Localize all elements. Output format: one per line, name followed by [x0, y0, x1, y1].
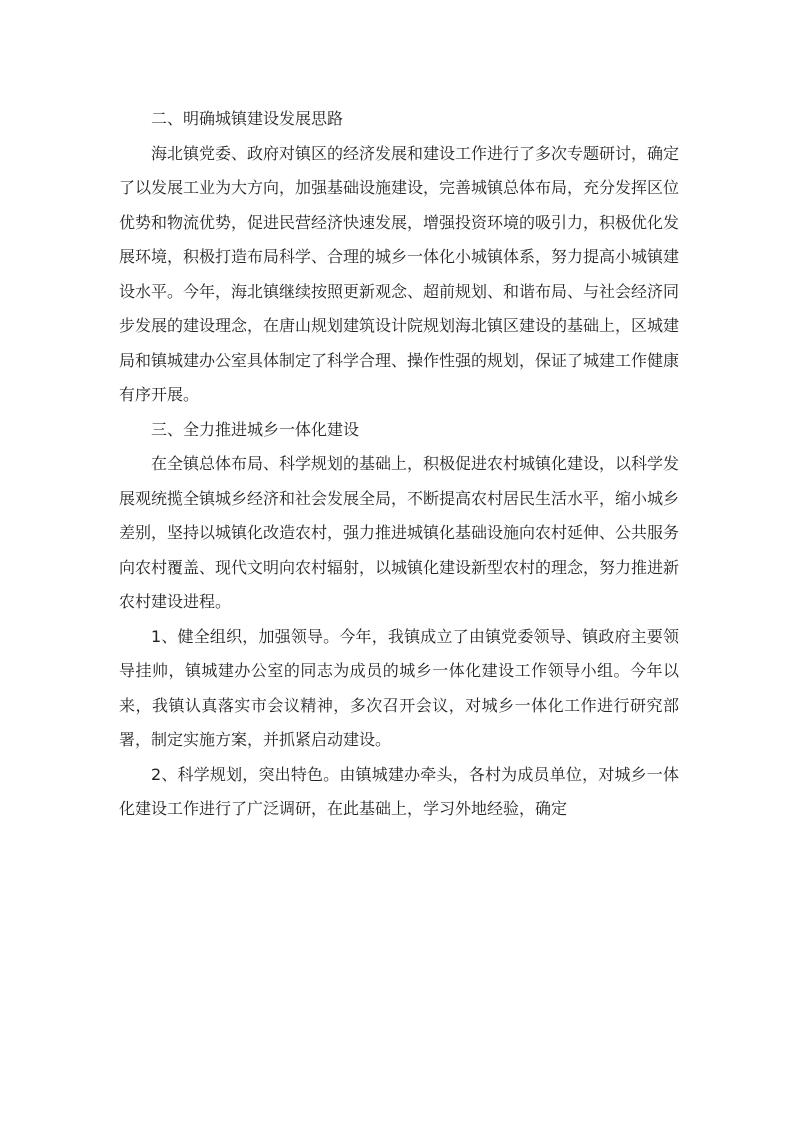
- section-heading-3: 三、全力推进城乡一体化建设: [151, 419, 360, 439]
- section-heading-2: 二、明确城镇建设发展思路: [151, 109, 344, 128]
- document-body: [119, 102, 679, 827]
- paragraph-item-2: 2、科学规划，突出特色。由镇城建办牵头，各村为成员单位，对城乡一体化建设工作进行了广泛调研，在此基础上，学习外地经验，确定: [119, 764, 679, 818]
- paragraph-integration: 在全镇总体布局、科学规划的基础上，积极促进农村城镇化建设，以科学发展观统揽全镇城乡经济和社会发展全局，不断提高农村居民生活水平，缩小城乡差别，坚持以城镇化改造农村，强力推进城镇化基础设施向农村延伸、公共服务向农村覆盖、现代文明向农村辐射，以城镇化建设新型农村的理念，努力推进新农村建设进程。: [119, 454, 680, 611]
- paragraph-item-1: 1、健全组织，加强领导。今年，我镇成立了由镇党委领导、镇政府主要领导挂帅，镇城建办公室的同志为成员的城乡一体化建设工作领导小组。今年以来，我镇认真落实市会议精神，多次召开会议，对城乡一体化工作进行研究部署，制定实施方案，并抓紧启动建设。: [119, 626, 679, 749]
- paragraph-planning: 海北镇党委、政府对镇区的经济发展和建设工作进行了多次专题研讨，确定了以发展工业为大方向，加强基础设施建设，完善城镇总体布局，充分发挥区位优势和物流优势，促进民营经济快速发展，增强投资环境的吸引力，积极优化发展环境，积极打造布局科学、合理的城乡一体化小城镇体系，努力提高小城镇建设水平。今年，海北镇继续按照更新观念、超前规划、和谐布局、与社会经济同步发展的建设理念，在唐山规划建筑设计院规划海北镇区建设的基础上，区城建局和镇城建办公室具体制定了科学合理、操作性强的规划，保证了城建工作健康有序开展。: [119, 143, 680, 404]
